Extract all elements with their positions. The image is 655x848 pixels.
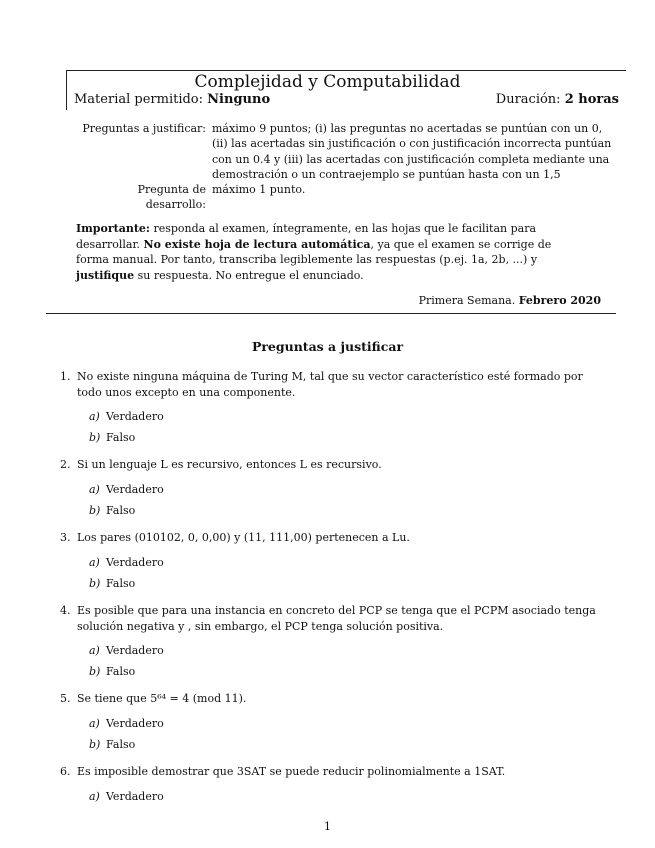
rule-justify	[76, 121, 616, 182]
exam-title: Complejidad y Computabilidad	[194, 72, 461, 92]
option-letter: b)	[89, 577, 101, 590]
grading-rules	[76, 121, 616, 213]
session-week: Primera Semana.	[418, 294, 516, 307]
question-4-option-a	[89, 644, 164, 657]
question-text: No existe ninguna máquina de Turing M, tal que su vector característico esté formado por todo unos excepto en una componente.	[77, 370, 583, 399]
section-divider	[46, 313, 616, 314]
option-letter: a)	[89, 717, 100, 730]
important-lead: Importante:	[76, 222, 150, 235]
option-letter: a)	[89, 644, 100, 657]
question-text: Es posible que para una instancia en concreto del PCP se tenga que el PCPM asociado tenga solución negativa y , sin embargo, el PCP tenga solución positiva.	[77, 604, 596, 633]
question-number: 1.	[60, 370, 71, 383]
material-value: Ninguno	[207, 92, 271, 107]
question-text: Se tiene que 5⁶⁴ = 4 (mod 11).	[77, 692, 247, 705]
question-number: 4.	[60, 604, 71, 617]
option-text: Verdadero	[106, 644, 164, 657]
option-letter: b)	[89, 504, 101, 517]
question-5	[60, 691, 608, 707]
question-5-option-a	[89, 717, 164, 730]
question-text: Si un lenguaje L es recursivo, entonces L es recursivo.	[77, 458, 382, 471]
question-2-option-a	[89, 483, 164, 496]
option-text: Falso	[106, 577, 136, 590]
rule-development	[76, 182, 616, 213]
option-text: Falso	[106, 431, 136, 444]
question-1-option-a	[89, 410, 164, 423]
exam-session	[419, 294, 601, 307]
question-1-option-b	[89, 431, 135, 444]
question-number: 6.	[60, 765, 71, 778]
option-letter: b)	[89, 738, 101, 751]
question-text: Los pares (010102, 0, 0,00) y (11, 111,00) pertenecen a Lu.	[77, 531, 410, 544]
section-title: Preguntas a justificar	[251, 339, 404, 354]
option-letter: b)	[89, 665, 101, 678]
duracion	[496, 92, 619, 107]
question-5-option-b	[89, 738, 135, 751]
question-2-option-b	[89, 504, 135, 517]
question-6-option-a	[89, 790, 164, 803]
option-text: Verdadero	[106, 410, 164, 423]
important-part3: su respuesta. No entregue el enunciado.	[134, 268, 364, 282]
option-text: Verdadero	[106, 483, 164, 496]
question-3	[60, 530, 608, 546]
option-text: Falso	[106, 504, 136, 517]
question-2	[60, 457, 608, 473]
option-letter: a)	[89, 483, 100, 496]
question-number: 3.	[60, 531, 71, 544]
important-part2: , ya que el examen se corrige de forma manual. Por tanto, transcriba legiblemente las respuestas (p.ej. 1a, 2b, ...) y	[76, 237, 552, 266]
important-bold3: justifique	[76, 268, 135, 282]
important-part1: responda al examen, íntegramente, en las hojas que le facilitan para desarrollar.	[76, 222, 537, 251]
rule-development-text: máximo 1 punto.	[212, 183, 306, 197]
option-text: Verdadero	[106, 556, 164, 569]
option-letter: a)	[89, 556, 100, 569]
page-number: 1	[324, 820, 331, 833]
question-6	[60, 764, 608, 780]
rule-justify-text: máximo 9 puntos; (i) las preguntas no acertadas se puntúan con un 0, (ii) las acertadas sin justificación o con justificación incorrecta puntúan con un 0.4 y (iii) las acertadas con justificación completa mediante una demostración o un contraejemplo se puntúan hasta con un 1,5	[212, 122, 612, 181]
question-4	[60, 603, 608, 634]
session-date: Febrero 2020	[518, 294, 601, 307]
question-3-option-a	[89, 556, 164, 569]
material-permitido	[74, 92, 270, 107]
option-text: Falso	[106, 665, 136, 678]
question-number: 2.	[60, 458, 71, 471]
question-1	[60, 369, 608, 400]
duration-value: 2 horas	[564, 92, 619, 107]
option-text: Verdadero	[106, 790, 164, 803]
rule-justify-label: Preguntas a justificar:	[82, 122, 206, 135]
option-letter: b)	[89, 431, 101, 444]
rule-development-label: Pregunta de desarrollo:	[137, 183, 206, 212]
question-3-option-b	[89, 577, 135, 590]
question-text: Es imposible demostrar que 3SAT se puede reducir polinomialmente a 1SAT.	[77, 765, 506, 778]
duration-label: Duración:	[495, 92, 561, 107]
question-number: 5.	[60, 692, 71, 705]
important-bold2: No existe hoja de lectura automática	[143, 237, 371, 251]
option-text: Verdadero	[106, 717, 164, 730]
material-label: Material permitido:	[74, 92, 204, 107]
option-text: Falso	[106, 738, 136, 751]
important-note	[76, 221, 576, 283]
option-letter: a)	[89, 790, 100, 803]
option-letter: a)	[89, 410, 100, 423]
header-frame-top	[66, 70, 626, 71]
question-4-option-b	[89, 665, 135, 678]
